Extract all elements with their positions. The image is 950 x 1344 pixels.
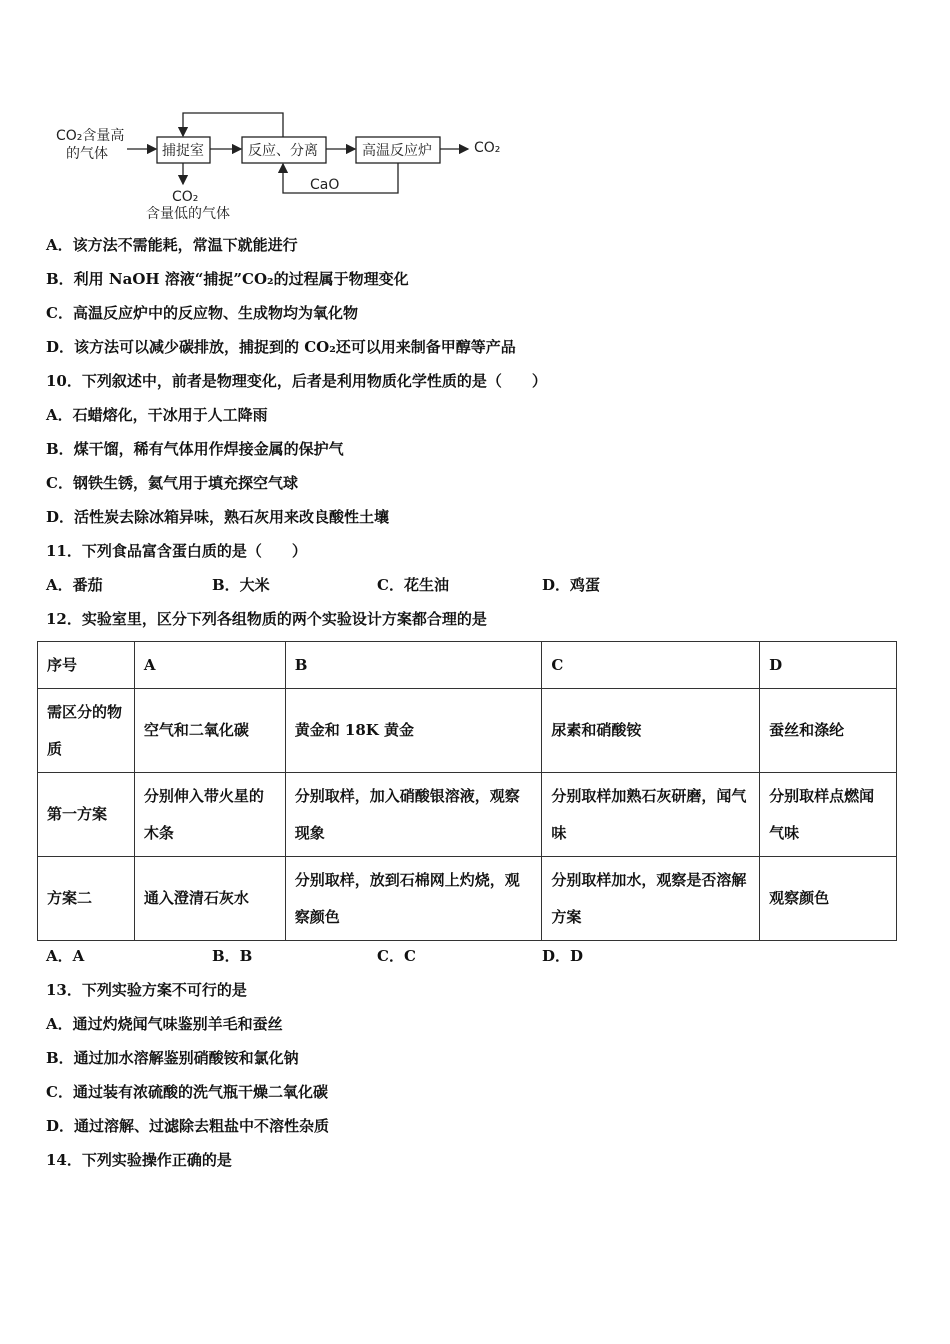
- table-cell: 需区分的物质: [38, 689, 135, 773]
- output-co2-label: CO₂: [474, 140, 501, 156]
- q10-option-b: B．煤干馏，稀有气体用作焊接金属的保护气: [46, 440, 344, 458]
- table-cell: 分别伸入带火星的木条: [134, 773, 285, 857]
- q10-option-a: A．石蜡熔化，干冰用于人工降雨: [46, 406, 268, 424]
- q13-option-d: D．通过溶解、过滤除去粗盐中不溶性杂质: [46, 1117, 330, 1135]
- table-cell: 第一方案: [38, 773, 135, 857]
- q13-option-b: B．通过加水溶解鉴别硝酸铵和氯化钠: [46, 1049, 299, 1067]
- q9-option-c: C．高温反应炉中的反应物、生成物均为氧化物: [46, 304, 358, 322]
- q12-option-b: B．B: [212, 947, 253, 965]
- q12-option-a: A．A: [46, 947, 85, 965]
- table-row: [38, 857, 897, 941]
- q14-stem: 14．下列实验操作正确的是: [46, 1151, 232, 1169]
- reaction-separation-label: 反应、分离: [248, 143, 318, 159]
- q12-table: [37, 641, 897, 941]
- table-row: [38, 773, 897, 857]
- low-co2-gas-label-2: 含量低的气体: [146, 206, 230, 222]
- header-cell: D: [760, 642, 897, 689]
- table-cell: 分别取样加水，观察是否溶解方案: [542, 857, 760, 941]
- q13-option-a: A．通过灼烧闻气味鉴别羊毛和蚕丝: [46, 1015, 283, 1033]
- table-cell: 分别取样，放到石棉网上灼烧，观察颜色: [285, 857, 542, 941]
- co2-capture-flow-diagram: [52, 108, 522, 233]
- q12-option-d: D．D: [542, 947, 584, 965]
- q9-option-a: A．该方法不需能耗，常温下就能进行: [46, 236, 298, 254]
- q11-option-b: B．大米: [212, 576, 270, 594]
- q13-option-c: C．通过装有浓硫酸的洗气瓶干燥二氧化碳: [46, 1083, 328, 1101]
- q11-option-c: C．花生油: [377, 576, 449, 594]
- table-cell: 尿素和硝酸铵: [542, 689, 760, 773]
- table-cell: 分别取样，加入硝酸银溶液，观察现象: [285, 773, 542, 857]
- q10-option-c: C．钢铁生锈，氦气用于填充探空气球: [46, 474, 298, 492]
- q11-option-d: D．鸡蛋: [542, 576, 601, 594]
- q13-stem: 13．下列实验方案不可行的是: [46, 981, 247, 999]
- table-cell: 空气和二氧化碳: [134, 689, 285, 773]
- table-cell: 方案二: [38, 857, 135, 941]
- q9-option-b: B．利用 NaOH 溶液“捕捉”CO₂的过程属于物理变化: [46, 270, 409, 288]
- input-gas-label-2: 的气体: [66, 146, 108, 162]
- table-cell: 通入澄清石灰水: [134, 857, 285, 941]
- q9-option-d: D．该方法可以减少碳排放，捕捉到的 CO₂还可以用来制备甲醇等产品: [46, 338, 516, 356]
- table-cell: 分别取样加熟石灰研磨，闻气味: [542, 773, 760, 857]
- q10-stem: 10．下列叙述中，前者是物理变化，后者是利用物质化学性质的是（ ）: [46, 372, 547, 390]
- table-cell: 分别取样点燃闻气味: [760, 773, 897, 857]
- table-row: [38, 689, 897, 773]
- input-gas-label-1: CO₂含量高: [56, 128, 125, 144]
- q10-option-d: D．活性炭去除冰箱异味，熟石灰用来改良酸性土壤: [46, 508, 390, 526]
- header-cell: 序号: [38, 642, 135, 689]
- low-co2-gas-label-1: CO₂: [172, 189, 199, 205]
- high-temp-furnace-label: 高温反应炉: [362, 143, 432, 159]
- table-header-row: [38, 642, 897, 689]
- table-cell: 观察颜色: [760, 857, 897, 941]
- q11-stem: 11．下列食品富含蛋白质的是（ ）: [46, 542, 307, 560]
- q12-stem: 12．实验室里，区分下列各组物质的两个实验设计方案都合理的是: [46, 610, 487, 628]
- header-cell: A: [134, 642, 285, 689]
- header-cell: C: [542, 642, 760, 689]
- capture-chamber-label: 捕捉室: [162, 143, 204, 159]
- cao-label: CaO: [310, 177, 340, 193]
- q11-option-a: A．番茄: [46, 576, 103, 594]
- header-cell: B: [285, 642, 542, 689]
- table-cell: 蚕丝和涤纶: [760, 689, 897, 773]
- q12-option-c: C．C: [377, 947, 416, 965]
- table-cell: 黄金和 18K 黄金: [285, 689, 542, 773]
